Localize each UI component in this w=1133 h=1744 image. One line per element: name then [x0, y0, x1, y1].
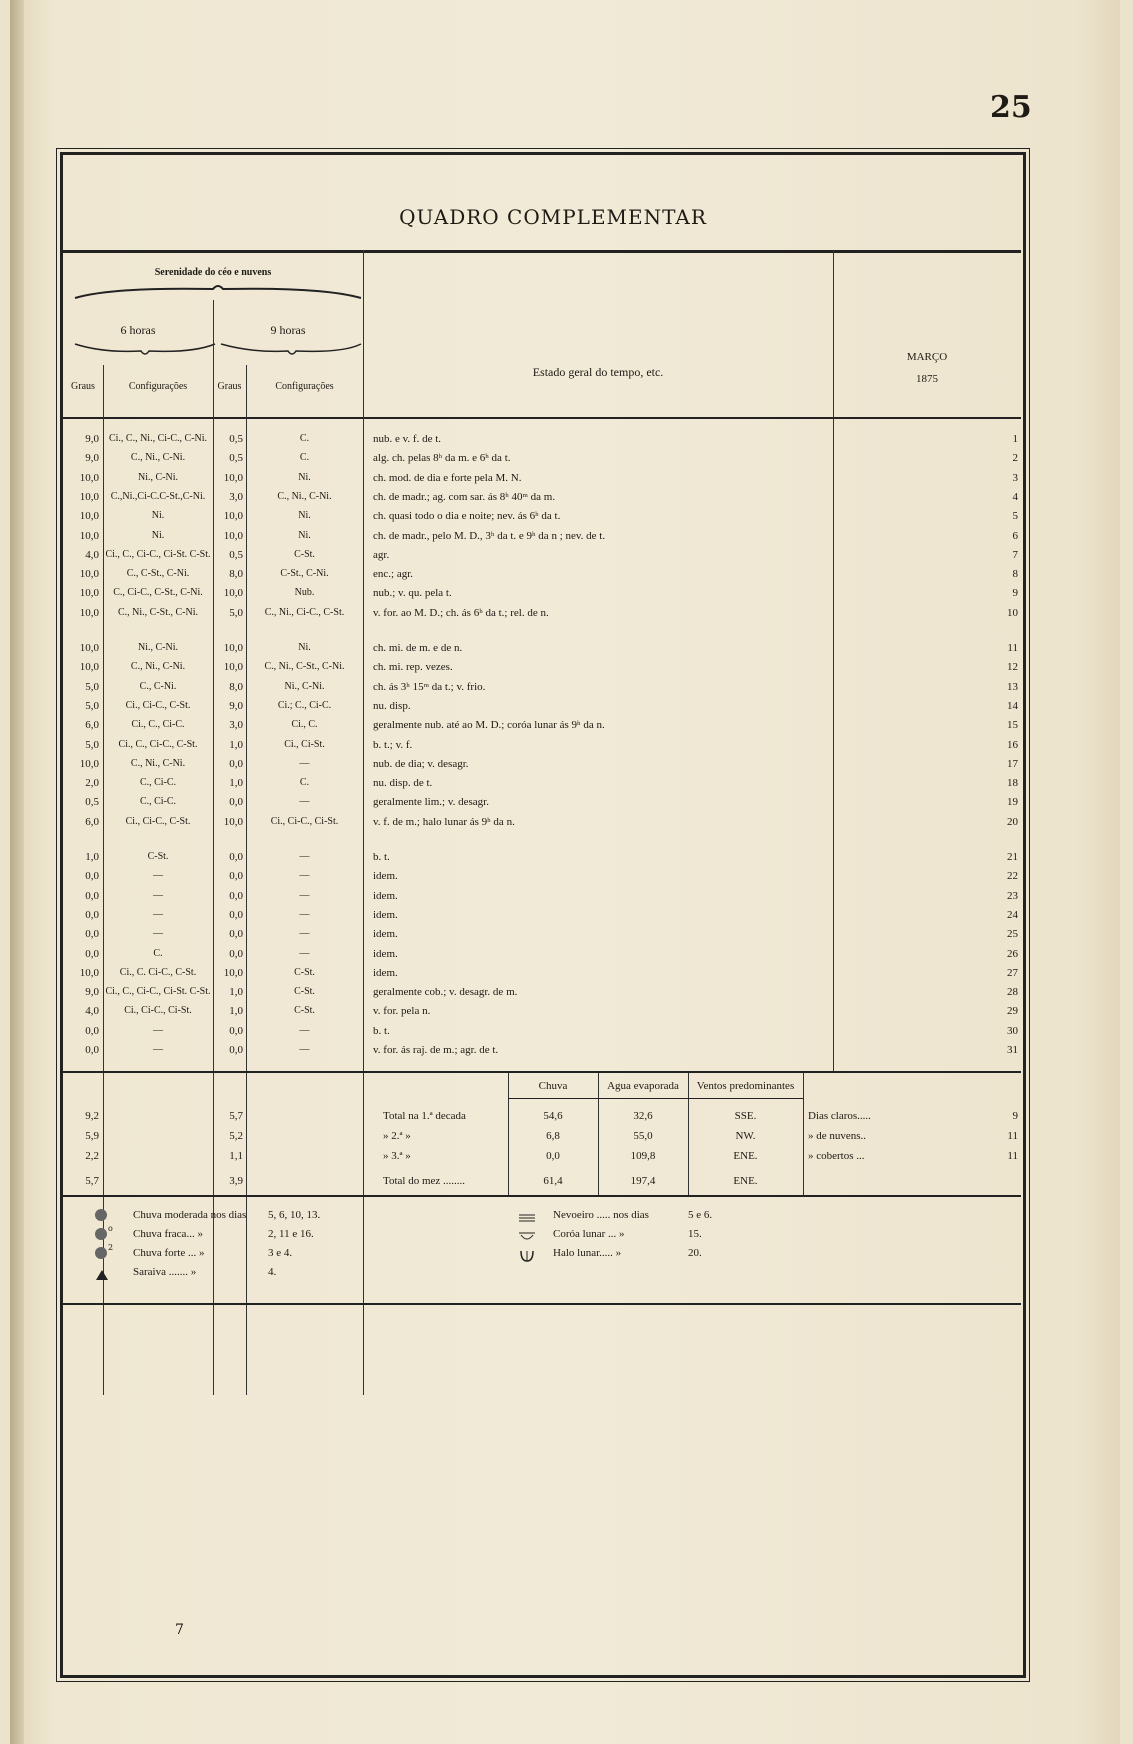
row-config-6h: C., Ci-C.	[139, 796, 177, 807]
row-graus-6h: 0,0	[85, 928, 99, 940]
row-config-9h: C.	[299, 452, 310, 463]
row-day: 2	[1012, 452, 1018, 464]
row-config-9h: C.	[299, 777, 310, 788]
row-config-9h: C-St.	[294, 986, 315, 997]
row-estado: nub.; v. qu. pela t.	[373, 587, 452, 599]
row-day: 15	[1007, 719, 1018, 731]
summary-graus-9h: 5,7	[229, 1110, 243, 1122]
summary-head-vento: Ventos predominantes	[696, 1080, 795, 1092]
row-config-6h: Ci., Ci-C., C-St.	[125, 700, 191, 711]
row-day: 27	[1007, 967, 1018, 979]
row-estado: ch. quasi todo o dia e noite; nev. ás 6ʰ da t.	[373, 510, 561, 522]
summary-graus-6h: 5,9	[85, 1130, 99, 1142]
row-estado: ch. ás 3ʰ 15ᵐ da t.; v. frio.	[373, 681, 486, 693]
row-config-6h: Ni.	[151, 510, 165, 521]
row-estado: idem.	[373, 870, 398, 882]
row-graus-9h: 0,5	[229, 452, 243, 464]
legend-label: Saraiva ....... »	[133, 1266, 197, 1278]
header-serenidade: Serenidade do céo e nuvens	[154, 267, 272, 278]
row-config-9h: —	[299, 1044, 310, 1055]
row-graus-9h: 10,0	[223, 661, 243, 673]
row-graus-6h: 10,0	[79, 661, 99, 673]
row-config-6h: C., C-Ni.	[139, 681, 177, 692]
row-config-6h: C., C-St., C-Ni.	[126, 568, 190, 579]
row-config-9h: —	[299, 851, 310, 862]
summary-dias-count: 11	[1007, 1130, 1018, 1142]
header-config-9h: Configurações	[275, 381, 334, 392]
row-graus-9h: 1,0	[229, 777, 243, 789]
row-graus-9h: 10,0	[223, 967, 243, 979]
legend-days: 15.	[688, 1228, 702, 1240]
row-graus-9h: 1,0	[229, 739, 243, 751]
row-estado: ch. mi. rep. vezes.	[373, 661, 453, 673]
row-day: 1	[1012, 433, 1018, 445]
row-day: 7	[1012, 549, 1018, 561]
row-config-6h: Ni., C-Ni.	[138, 642, 178, 653]
summary-dias-label: Dias claros.....	[808, 1110, 871, 1122]
row-config-9h: Ni., C-Ni.	[284, 681, 325, 692]
row-config-9h: C.	[299, 433, 310, 444]
summary-graus-9h: 3,9	[229, 1175, 243, 1187]
row-estado: geralmente lim.; v. desagr.	[373, 796, 489, 808]
row-config-6h: Ci., Ci-C., C-St.	[125, 816, 191, 827]
row-config-9h: —	[299, 796, 310, 807]
row-day: 5	[1012, 510, 1018, 522]
row-config-9h: —	[299, 890, 310, 901]
legend-label: Chuva forte ... »	[133, 1247, 205, 1259]
row-config-6h: Ci., C., Ni., Ci-C., C-Ni.	[108, 433, 208, 444]
row-graus-9h: 0,0	[229, 948, 243, 960]
header-mes: MARÇO	[906, 351, 948, 363]
row-graus-9h: 0,0	[229, 928, 243, 940]
row-graus-6h: 9,0	[85, 986, 99, 998]
row-day: 19	[1007, 796, 1018, 808]
row-estado: b. t.	[373, 851, 390, 863]
row-config-9h: C., Ni., C-Ni.	[277, 491, 332, 502]
row-day: 11	[1007, 642, 1018, 654]
legend-days: 5 e 6.	[688, 1209, 713, 1221]
row-graus-6h: 10,0	[79, 510, 99, 522]
row-graus-9h: 8,0	[229, 568, 243, 580]
row-config-9h: —	[299, 870, 310, 881]
row-config-6h: C.	[153, 948, 163, 959]
row-config-6h: C., Ni., C-Ni.	[130, 758, 186, 769]
row-config-6h: —	[153, 890, 163, 901]
book-spine	[10, 0, 24, 1744]
row-day: 23	[1007, 890, 1018, 902]
row-config-6h: C., Ci-C.	[139, 777, 177, 788]
row-day: 18	[1007, 777, 1018, 789]
row-config-9h: C-St.	[294, 549, 315, 560]
row-graus-6h: 0,0	[85, 909, 99, 921]
row-day: 10	[1007, 607, 1018, 619]
header-config-6h: Configurações	[128, 381, 188, 392]
row-config-9h: Ci., C.	[291, 719, 318, 730]
row-graus-6h: 0,0	[85, 870, 99, 882]
row-day: 13	[1007, 681, 1018, 693]
row-graus-6h: 0,0	[85, 1044, 99, 1056]
lunar-corona-icon	[518, 1228, 538, 1242]
legend-label: Chuva moderada nos dias	[133, 1209, 247, 1221]
summary-chuva: 0,0	[546, 1150, 560, 1162]
row-config-9h: Ci., Ci-C., Ci-St.	[270, 816, 339, 827]
row-estado: b. t.	[373, 1025, 390, 1037]
row-day: 12	[1007, 661, 1018, 673]
row-graus-6h: 10,0	[79, 568, 99, 580]
row-graus-6h: 5,0	[85, 700, 99, 712]
row-graus-9h: 1,0	[229, 986, 243, 998]
row-graus-6h: 5,0	[85, 681, 99, 693]
legend-label: Halo lunar..... »	[553, 1247, 622, 1259]
row-config-9h: C-St.	[294, 1005, 315, 1016]
row-estado: idem.	[373, 890, 398, 902]
header-6h: 6 horas	[120, 323, 156, 337]
row-estado: idem.	[373, 928, 398, 940]
row-day: 8	[1012, 568, 1018, 580]
row-graus-9h: 10,0	[223, 642, 243, 654]
row-estado: enc.; agr.	[373, 568, 414, 580]
row-day: 9	[1012, 587, 1018, 599]
row-estado: ch. de madr.; ag. com sar. ás 8ʰ 40ᵐ da m.	[373, 491, 556, 503]
summary-graus-6h: 9,2	[85, 1110, 99, 1122]
legend-days: 3 e 4.	[268, 1247, 293, 1259]
legend-label: Nevoeiro ..... nos dias	[553, 1209, 649, 1221]
row-graus-6h: 6,0	[85, 816, 99, 828]
row-graus-9h: 10,0	[223, 530, 243, 542]
row-graus-6h: 4,0	[85, 549, 99, 561]
row-graus-6h: 9,0	[85, 433, 99, 445]
row-graus-6h: 4,0	[85, 1005, 99, 1017]
summary-vento: NW.	[735, 1130, 756, 1142]
row-day: 31	[1007, 1044, 1018, 1056]
row-day: 29	[1007, 1005, 1018, 1017]
summary-chuva: 54,6	[543, 1110, 563, 1122]
row-graus-6h: 1,0	[85, 851, 99, 863]
row-graus-6h: 0,0	[85, 1025, 99, 1037]
header-estado: Estado geral do tempo, etc.	[532, 365, 664, 379]
summary-evap: 32,6	[633, 1110, 653, 1122]
row-day: 21	[1007, 851, 1018, 863]
row-graus-9h: 3,0	[229, 719, 243, 731]
row-config-6h: Ci., Ci-C., Ci-St.	[124, 1005, 192, 1016]
summary-label: » 3.ª »	[383, 1150, 411, 1162]
row-config-6h: C., Ni., C-Ni.	[130, 452, 186, 463]
row-graus-9h: 0,0	[229, 909, 243, 921]
row-config-6h: Ci., C., Ci-C., C-St.	[118, 739, 198, 750]
rain-moderate-icon	[95, 1209, 115, 1223]
row-day: 28	[1007, 986, 1018, 998]
row-config-9h: —	[299, 1025, 310, 1036]
summary-vento: ENE.	[733, 1175, 758, 1187]
summary-graus-6h: 2,2	[85, 1150, 99, 1162]
row-graus-9h: 3,0	[229, 491, 243, 503]
summary-vento: SSE.	[734, 1110, 757, 1122]
row-config-9h: C., Ni., Ci-C., C-St.	[264, 607, 345, 618]
row-estado: ch. mi. de m. e de n.	[373, 642, 463, 654]
row-config-9h: —	[299, 909, 310, 920]
legend-label: Coróa lunar ... »	[553, 1228, 625, 1240]
rain-heavy-icon: 2	[95, 1247, 115, 1261]
footer-number: 7	[175, 1622, 184, 1638]
row-graus-9h: 9,0	[229, 700, 243, 712]
summary-dias-label: » de nuvens..	[808, 1130, 867, 1142]
row-config-9h: Ni.	[298, 510, 311, 521]
row-estado: geralmente nub. até ao M. D.; coróa lunar ás 9ʰ da n.	[373, 719, 605, 731]
row-config-6h: Ni., C-Ni.	[138, 472, 178, 483]
row-graus-6h: 6,0	[85, 719, 99, 731]
row-graus-9h: 0,0	[229, 1044, 243, 1056]
row-day: 4	[1012, 491, 1018, 503]
row-estado: nub. de dia; v. desagr.	[373, 758, 469, 770]
row-graus-9h: 10,0	[223, 816, 243, 828]
row-graus-9h: 0,0	[229, 1025, 243, 1037]
row-graus-6h: 10,0	[79, 607, 99, 619]
row-estado: ch. mod. de dia e forte pela M. N.	[373, 472, 522, 484]
row-day: 26	[1007, 948, 1018, 960]
row-config-6h: —	[153, 928, 163, 939]
fog-icon	[518, 1209, 538, 1223]
row-estado: geralmente cob.; v. desagr. de m.	[373, 986, 518, 998]
row-config-9h: Ni.	[298, 530, 311, 541]
row-graus-9h: 10,0	[223, 510, 243, 522]
row-config-9h: —	[299, 948, 310, 959]
row-graus-9h: 0,5	[229, 549, 243, 561]
row-config-9h: Ni.	[298, 472, 311, 483]
summary-dias-label: » cobertos ...	[808, 1150, 865, 1162]
row-day: 30	[1007, 1025, 1018, 1037]
row-config-6h: C-St.	[147, 851, 169, 862]
row-config-9h: Ni.	[298, 642, 311, 653]
row-config-6h: —	[153, 1044, 163, 1055]
row-graus-6h: 5,0	[85, 739, 99, 751]
legend-days: 4.	[268, 1266, 277, 1278]
header-graus-6h: Graus	[71, 381, 95, 392]
row-graus-6h: 9,0	[85, 452, 99, 464]
row-graus-6h: 10,0	[79, 967, 99, 979]
brace-bottom-icon	[73, 341, 363, 357]
summary-evap: 197,4	[630, 1175, 656, 1187]
table-frame	[60, 152, 1026, 1678]
header-graus-9h: Graus	[217, 381, 242, 392]
summary-dias-count: 11	[1007, 1150, 1018, 1162]
row-config-9h: C-St.	[294, 967, 315, 978]
row-config-6h: —	[153, 909, 163, 920]
row-estado: nu. disp.	[373, 700, 411, 712]
summary-chuva: 61,4	[543, 1175, 563, 1187]
summary-dias-count: 9	[1012, 1110, 1018, 1122]
row-graus-6h: 0,5	[85, 796, 99, 808]
row-config-9h: Ci.; C., Ci-C.	[277, 700, 332, 711]
row-day: 20	[1007, 816, 1018, 828]
page-number: 25	[990, 90, 1032, 125]
row-estado: ch. de madr., pelo M. D., 3ʰ da t. e 9ʰ da n ; nev. de t.	[373, 530, 606, 542]
row-estado: v. f. de m.; halo lunar ás 9ʰ da n.	[373, 816, 515, 828]
row-estado: alg. ch. pelas 8ʰ da m. e 6ʰ da t.	[373, 452, 511, 464]
row-graus-9h: 10,0	[223, 587, 243, 599]
row-estado: agr.	[373, 549, 390, 561]
rain-light-icon: o	[95, 1228, 115, 1242]
row-estado: b. t.; v. f.	[373, 739, 413, 751]
summary-label: » 2.ª »	[383, 1130, 411, 1142]
lunar-halo-icon	[518, 1247, 538, 1261]
row-config-9h: C., Ni., C-St., C-Ni.	[264, 661, 345, 672]
row-config-9h: Nub.	[294, 587, 315, 598]
row-day: 16	[1007, 739, 1018, 751]
legend-label: Chuva fraca... »	[133, 1228, 203, 1240]
row-day: 22	[1007, 870, 1018, 882]
row-estado: v. for. pela n.	[373, 1005, 431, 1017]
page	[10, 0, 1120, 1744]
summary-evap: 55,0	[633, 1130, 653, 1142]
row-graus-9h: 8,0	[229, 681, 243, 693]
row-config-6h: C., Ci-C., C-St., C-Ni.	[113, 587, 203, 598]
row-config-6h: Ni.	[151, 530, 165, 541]
row-graus-6h: 10,0	[79, 491, 99, 503]
row-estado: idem.	[373, 909, 398, 921]
header-ano: 1875	[916, 373, 938, 385]
summary-evap: 109,8	[630, 1150, 656, 1162]
summary-vento: ENE.	[733, 1150, 758, 1162]
row-graus-6h: 2,0	[85, 777, 99, 789]
row-day: 6	[1012, 530, 1018, 542]
row-day: 17	[1007, 758, 1018, 770]
row-config-6h: Ci., C., Ci-C., Ci-St. C-St.	[105, 986, 211, 997]
row-estado: nub. e v. f. de t.	[373, 433, 442, 445]
brace-top-icon	[73, 283, 363, 303]
hail-icon	[95, 1266, 115, 1280]
summary-label: Total na 1.ª decada	[383, 1110, 466, 1122]
row-graus-6h: 0,0	[85, 948, 99, 960]
row-graus-9h: 0,0	[229, 870, 243, 882]
row-graus-6h: 10,0	[79, 587, 99, 599]
legend-days: 5, 6, 10, 13.	[268, 1209, 321, 1221]
row-graus-6h: 10,0	[79, 530, 99, 542]
summary-graus-9h: 5,2	[229, 1130, 243, 1142]
row-config-6h: Ci., C. Ci-C., C-St.	[119, 967, 197, 978]
row-graus-6h: 10,0	[79, 472, 99, 484]
row-graus-6h: 0,0	[85, 890, 99, 902]
row-estado: v. for. ao M. D.; ch. ás 6ʰ da t.; rel. de n.	[373, 607, 549, 619]
row-config-6h: C., Ni., C-Ni.	[130, 661, 186, 672]
row-graus-6h: 10,0	[79, 642, 99, 654]
row-config-6h: C., Ni., C-St., C-Ni.	[117, 607, 198, 618]
row-config-6h: C.,Ni.,Ci-C.C-St.,C-Ni.	[110, 491, 206, 502]
row-config-9h: Ci., Ci-St.	[284, 739, 325, 750]
row-graus-6h: 10,0	[79, 758, 99, 770]
summary-graus-6h: 5,7	[85, 1175, 99, 1187]
row-estado: idem.	[373, 948, 398, 960]
row-config-6h: Ci., C., Ci-C., Ci-St. C-St.	[105, 549, 211, 560]
row-graus-9h: 0,0	[229, 796, 243, 808]
row-config-6h: Ci., C., Ci-C.	[131, 719, 185, 730]
row-graus-9h: 10,0	[223, 472, 243, 484]
row-config-9h: C-St., C-Ni.	[280, 568, 329, 579]
summary-label: Total do mez ........	[383, 1175, 466, 1187]
row-estado: idem.	[373, 967, 398, 979]
summary-head-evap: Agua evaporada	[607, 1080, 679, 1092]
summary-head-chuva: Chuva	[538, 1080, 568, 1092]
row-graus-9h: 0,0	[229, 851, 243, 863]
summary-chuva: 6,8	[546, 1130, 560, 1142]
summary-graus-9h: 1,1	[229, 1150, 243, 1162]
legend-days: 20.	[688, 1247, 702, 1259]
row-graus-9h: 5,0	[229, 607, 243, 619]
row-config-6h: —	[153, 870, 163, 881]
row-config-9h: —	[299, 928, 310, 939]
row-day: 25	[1007, 928, 1018, 940]
row-day: 3	[1012, 472, 1018, 484]
row-graus-9h: 0,0	[229, 890, 243, 902]
table-title: QUADRO COMPLEMENTAR	[399, 205, 707, 229]
row-config-9h: —	[299, 758, 310, 769]
row-config-6h: —	[153, 1025, 163, 1036]
row-graus-9h: 1,0	[229, 1005, 243, 1017]
row-estado: nu. disp. de t.	[373, 777, 433, 789]
row-day: 14	[1007, 700, 1018, 712]
header-9h: 9 horas	[270, 323, 306, 337]
legend-days: 2, 11 e 16.	[268, 1228, 314, 1240]
row-graus-9h: 0,0	[229, 758, 243, 770]
row-day: 24	[1007, 909, 1018, 921]
row-graus-9h: 0,5	[229, 433, 243, 445]
row-estado: v. for. ás raj. de m.; agr. de t.	[373, 1044, 499, 1056]
